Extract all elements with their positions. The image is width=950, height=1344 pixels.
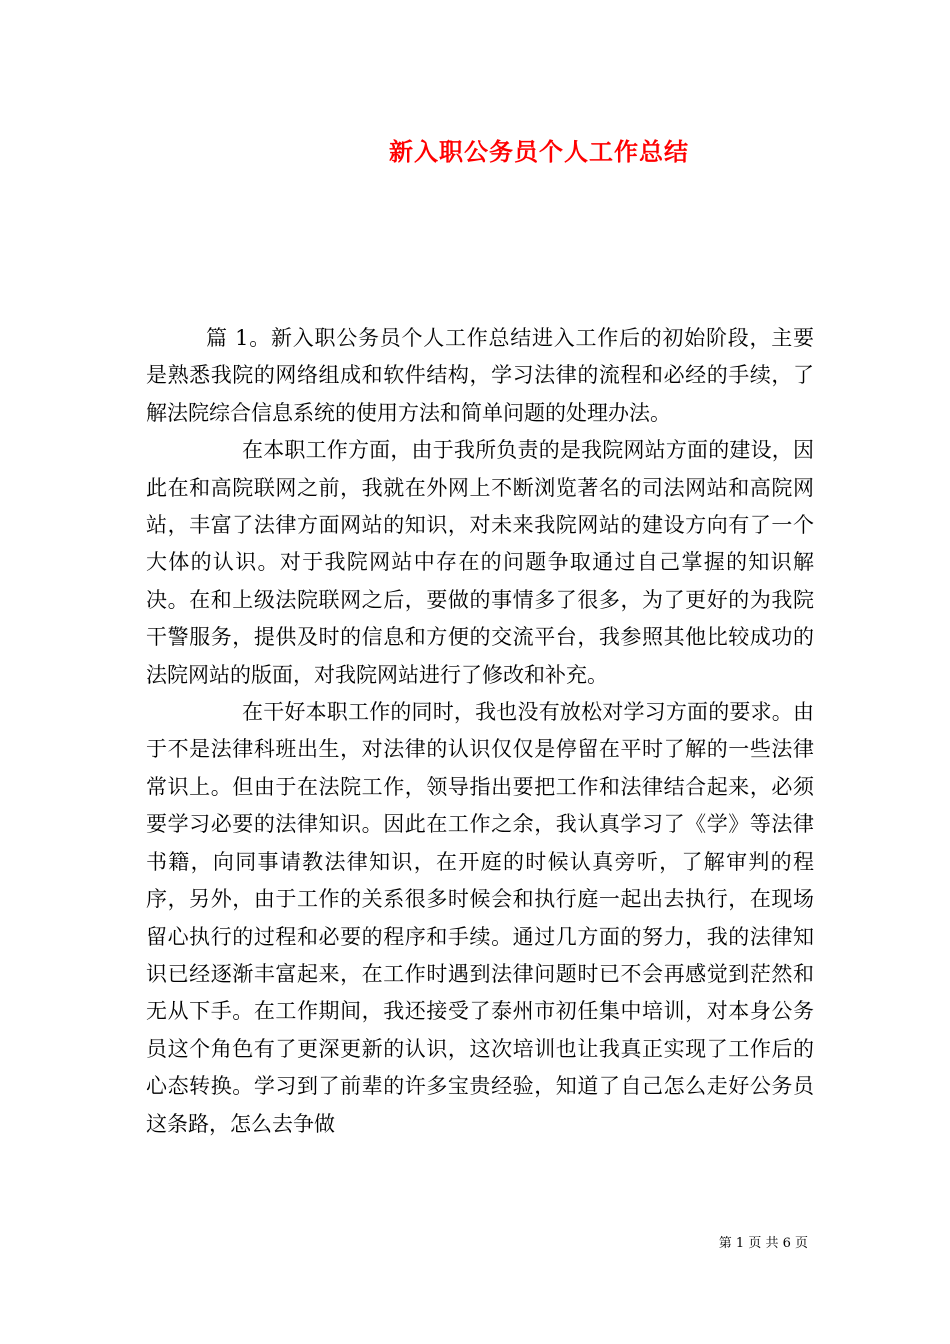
page-number-footer: 第 1 页 共 6 页 [718, 1236, 808, 1251]
document-title: 新入职公务员个人工作总结 [389, 137, 689, 166]
document-body [146, 320, 814, 1143]
paragraph-3: 在干好本职工作的同时，我也没有放松对学习方面的要求。由于不是法律科班出生，对法律的认识仅仅是停留在平时了解的一些法律常识上。但由于在法院工作，领导指出要把工作和法律结合起来，必须要学习必要的法律知识。因此在工作之余，我认真学习了《学》等法律书籍，向同事请教法律知识，在开庭的时候认真旁听，了解审判的程序，另外，由于工作的关系很多时候会和执行庭一起出去执行，在现场留心执行的过程和必要的程序和手续。通过几方面的努力，我的法律知识已经逐渐丰富起来，在工作时遇到法律问题时已不会再感觉到茫然和无从下手。在工作期间，我还接受了泰州市初任集中培训，对本身公务员这个角色有了更深更新的认识，这次培训也让我真正实现了工作后的心态转换。学习到了前辈的许多宝贵经验，知道了自己怎么走好公务员这条路，怎么去争做 [146, 700, 814, 1136]
paragraph-2: 在本职工作方面，由于我所负责的是我院网站方面的建设，因此在和高院联网之前，我就在外网上不断浏览著名的司法网站和高院网站，丰富了法律方面网站的知识，对未来我院网站的建设方向有了一个大体的认识。对于我院网站中存在的问题争取通过自己掌握的知识解决。在和上级法院联网之后，要做的事情多了很多，为了更好的为我院干警服务，提供及时的信息和方便的交流平台，我参照其他比较成功的法院网站的版面，对我院网站进行了修改和补充。 [146, 438, 814, 687]
paragraph-1: 篇 1。新入职公务员个人工作总结进入工作后的初始阶段，主要是熟悉我院的网络组成和软件结构，学习法律的流程和必经的手续，了解法院综合信息系统的使用方法和简单问题的处理办法。 [146, 326, 814, 425]
